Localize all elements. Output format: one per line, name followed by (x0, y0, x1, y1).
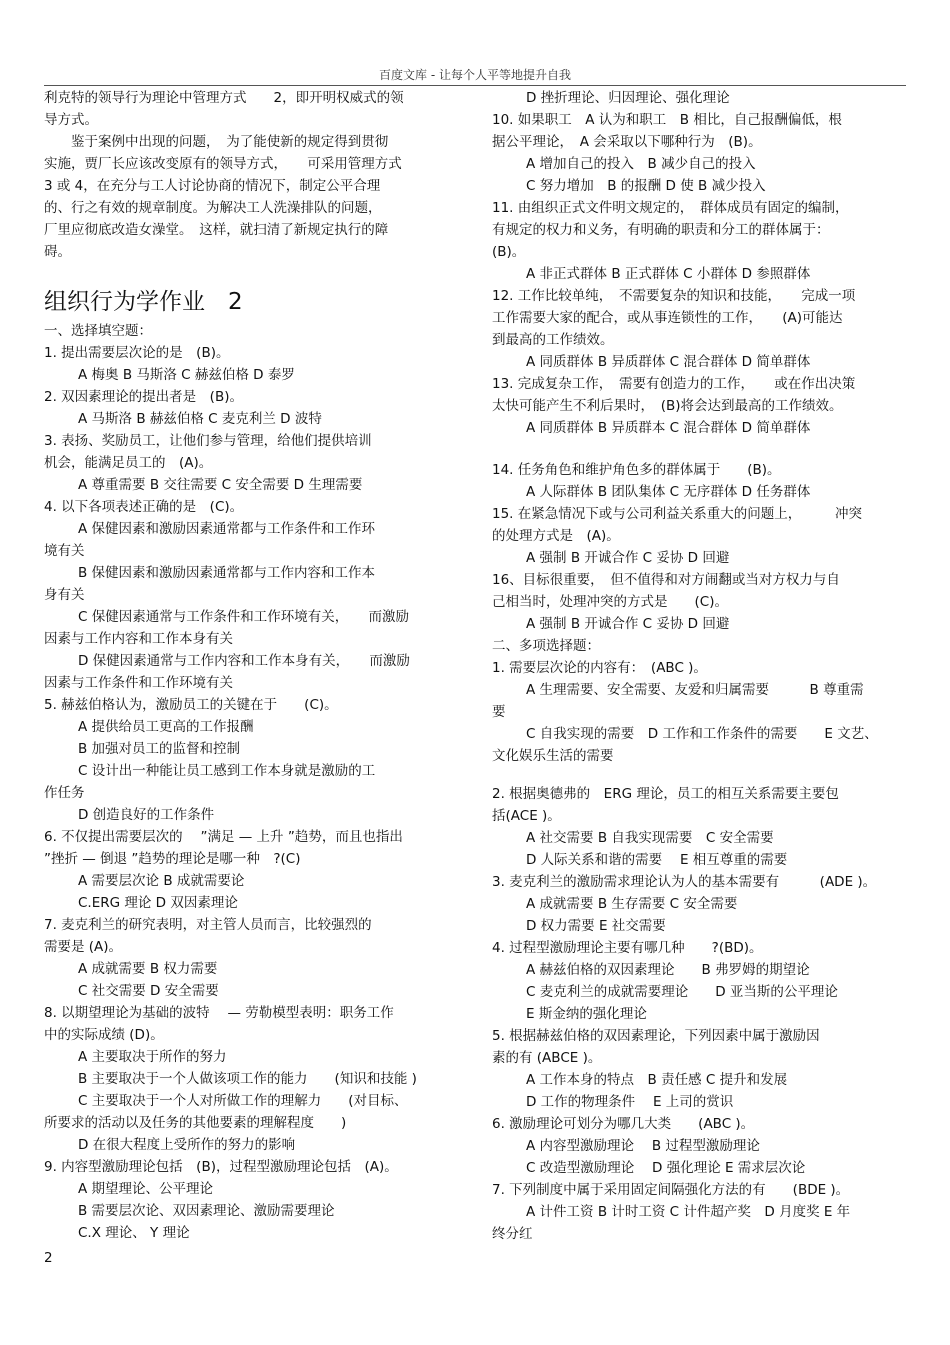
text-line: D 人际关系和谐的需要 E 相互尊重的需要 (526, 852, 788, 868)
spacer (492, 439, 908, 459)
text-line: 7. 麦克利兰的研究表明，对主管人员而言，比较强烈的 (44, 917, 372, 933)
text-line: 2. 根据奥德弗的 ERG 理论，员工的相互关系需要主要包 (492, 786, 839, 802)
text-line: 有规定的权力和义务，有明确的职责和分工的群体属于： (492, 222, 830, 238)
text-line: 1. 需要层次论的内容有： (ABC )。 (492, 660, 707, 676)
text-line: C 设计出一种能让员工感到工作本身就是激励的工 (78, 763, 376, 779)
text-line: C.X 理论、 Y 理论 (78, 1225, 190, 1241)
text-line: 鉴于案例中出现的问题， 为了能使新的规定得到贯彻 (44, 134, 389, 150)
text-line: A 梅奥 B 马斯洛 C 赫兹伯格 D 泰罗 (78, 367, 295, 383)
text-line: A 计件工资 B 计时工资 C 计件超产奖 D 月度奖 E 年 (526, 1204, 851, 1220)
text-line: 1. 提出需要层次论的是 (B)。 (44, 345, 230, 361)
text-line: C.ERG 理论 D 双因素理论 (78, 895, 238, 911)
text-line: A 同质群体 B 异质群体 C 混合群体 D 简单群体 (526, 354, 811, 370)
text-line: 的处理方式是 (A)。 (492, 528, 620, 544)
text-line: 16、目标很重要， 但不值得和对方闹翻或当对方权力与自 (492, 572, 840, 588)
left-column (44, 87, 464, 1244)
page-number: 2 (44, 1250, 53, 1266)
text-line: C 努力增加 B 的报酬 D 使 B 减少投入 (526, 178, 766, 194)
text-line: A 尊重需要 B 交往需要 C 安全需要 D 生理需要 (78, 477, 363, 493)
text-line: A 生理需要、安全需要、友爱和归属需要 B 尊重需 (526, 682, 864, 698)
text-line: ”挫折 — 倒退 ”趋势的理论是哪一种 ?(C) (44, 851, 301, 867)
text-line: 实施，贾厂长应该改变原有的领导方式， 可采用管理方式 (44, 156, 402, 172)
text-line: D 创造良好的工作条件 (78, 807, 215, 823)
text-line: C 社交需要 D 安全需要 (78, 983, 219, 999)
text-line: A 增加自己的投入 B 减少自己的投入 (526, 156, 756, 172)
text-line: (B)。 (492, 244, 526, 260)
text-line: 13. 完成复杂工作， 需要有创造力的工作， 或在作出决策 (492, 376, 856, 392)
text-line: 4. 以下各项表述正确的是 (C)。 (44, 499, 244, 515)
text-line: C 保健因素通常与工作条件和工作环境有关， 而激励 (78, 609, 409, 625)
text-line: A 强制 B 开诚合作 C 妥协 D 回避 (526, 616, 730, 632)
text-line: A 社交需要 B 自我实现需要 C 安全需要 (526, 830, 774, 846)
text-line: A 内容型激励理论 B 过程型激励理论 (526, 1138, 760, 1154)
text-line: C 麦克利兰的成就需要理论 D 亚当斯的公平理论 (526, 984, 838, 1000)
text-line: 利克特的领导行为理论中管理方式 2，即开明权威式的领 (44, 90, 404, 106)
text-line: 的、行之有效的规章制度。为解决工人洗澡排队的问题， (44, 200, 382, 216)
text-line: 11. 由组织正式文件明文规定的， 群体成员有固定的编制， (492, 200, 849, 216)
choice-questions-part2 (492, 87, 908, 439)
text-line: 4. 过程型激励理论主要有哪几种 ?(BD)。 (492, 940, 763, 956)
text-line: 碍。 (44, 244, 71, 260)
text-line: B 保健因素和激励因素通常都与工作内容和工作本 (78, 565, 376, 581)
text-line: 12. 工作比较单纯， 不需要复杂的知识和技能， 完成一项 (492, 288, 856, 304)
text-line: 一、选择填空题： (44, 323, 152, 339)
text-line: D 挫折理论、归因理论、强化理论 (526, 90, 730, 106)
text-line: 工作需要大家的配合，或从事连锁性的工作， (A)可能达 (492, 310, 843, 326)
text-line: 7. 下列制度中属于采用固定间隔强化方法的有 (BDE )。 (492, 1182, 850, 1198)
text-line: D 权力需要 E 社交需要 (526, 918, 666, 934)
text-line: A 主要取决于所作的努力 (78, 1049, 227, 1065)
text-line: 二、多项选择题： (492, 638, 600, 654)
text-line: 到最高的工作绩效。 (492, 332, 614, 348)
text-line: 机会，能满足员工的 (A)。 (44, 455, 213, 471)
text-line: 素的有 (ABCE )。 (492, 1050, 602, 1066)
spacer (492, 767, 908, 783)
text-line: 5. 赫兹伯格认为，激励员工的关键在于 (C)。 (44, 697, 338, 713)
text-line: D 保健因素通常与工作内容和工作本身有关， 而激励 (78, 653, 410, 669)
text-line: A 非正式群体 B 正式群体 C 小群体 D 参照群体 (526, 266, 811, 282)
text-line: 身有关 (44, 587, 85, 603)
text-line: 9. 内容型激励理论包括 (B)，过程型激励理论包括 (A)。 (44, 1159, 398, 1175)
text-line: 3. 表扬、奖励员工，让他们参与管理，给他们提供培训 (44, 433, 372, 449)
case-analysis-text (44, 87, 464, 263)
text-line: 3 或 4，在充分与工人讨论协商的情况下，制定公平合理 (44, 178, 381, 194)
right-column (492, 87, 908, 1245)
text-line: A 成就需要 B 权力需要 (78, 961, 218, 977)
text-line: 厂里应彻底改造女澡堂。 这样，就扫清了新规定执行的障 (44, 222, 389, 238)
text-line: 6. 不仅提出需要层次的 ”满足 — 上升 ”趋势，而且也指出 (44, 829, 403, 845)
text-line: 文化娱乐生活的需要 (492, 748, 614, 764)
text-line: 括(ACE )。 (492, 808, 561, 824)
text-line: 8. 以期望理论为基础的波特 — 劳勒模型表明：职务工作 (44, 1005, 394, 1021)
text-line: C 改造型激励理论 D 强化理论 E 需求层次论 (526, 1160, 806, 1176)
text-line: A 强制 B 开诚合作 C 妥协 D 回避 (526, 550, 730, 566)
choice-questions-part3 (492, 459, 908, 767)
text-line: A 马斯洛 B 赫兹伯格 C 麦克利兰 D 波特 (78, 411, 322, 427)
text-line: C 自我实现的需要 D 工作和工作条件的需要 E 文艺、 (526, 726, 878, 742)
text-line: 终分红 (492, 1226, 533, 1242)
text-line: 10. 如果职工 A 认为和职工 B 相比，自己报酬偏低，根 (492, 112, 842, 128)
text-line: B 加强对员工的监督和控制 (78, 741, 241, 757)
text-line: A 同质群体 B 异质群本 C 混合群体 D 简单群体 (526, 420, 811, 436)
text-line: 要 (492, 704, 506, 720)
header-rule (44, 85, 906, 86)
text-line: A 人际群体 B 团队集体 C 无序群体 D 任务群体 (526, 484, 811, 500)
text-line: 15. 在紧急情况下或与公司利益关系重大的问题上， 冲突 (492, 506, 863, 522)
text-line: 作任务 (44, 785, 85, 801)
text-line: 所要求的活动以及任务的其他要素的理解程度 ) (44, 1115, 347, 1131)
text-line: 3. 麦克利兰的激励需求理论认为人的基本需要有 (ADE )。 (492, 874, 877, 890)
choice-questions-part1 (44, 320, 464, 1244)
text-line: 中的实际成绩 (D)。 (44, 1027, 164, 1043)
text-line: 因素与工作内容和工作本身有关 (44, 631, 233, 647)
text-line: 因素与工作条件和工作环境有关 (44, 675, 233, 691)
text-line: 6. 激励理论可划分为哪几大类 (ABC )。 (492, 1116, 755, 1132)
text-line: D 工作的物理条件 E 上司的赏识 (526, 1094, 734, 1110)
text-line: 5. 根据赫兹伯格的双因素理论，下列因素中属于激励因 (492, 1028, 820, 1044)
text-line: C 主要取决于一个人对所做工作的理解力 (对目标、 (78, 1093, 408, 1109)
text-line: 导方式。 (44, 112, 98, 128)
text-line: 需要是 (A)。 (44, 939, 123, 955)
text-line: 己相当时，处理冲突的方式是 (C)。 (492, 594, 728, 610)
text-line: A 期望理论、公平理论 (78, 1181, 214, 1197)
multiple-choice-questions (492, 783, 908, 1245)
text-line: 据公平理论， A 会采取以下哪种行为 (B)。 (492, 134, 762, 150)
text-line: A 工作本身的特点 B 责任感 C 提升和发展 (526, 1072, 788, 1088)
text-line: 太快可能产生不利后果时， (B)将会达到最高的工作绩效。 (492, 398, 843, 414)
text-line: 2. 双因素理论的提出者是 (B)。 (44, 389, 243, 405)
text-line: 境有关 (44, 543, 85, 559)
text-line: A 需要层次论 B 成就需要论 (78, 873, 245, 889)
text-line: B 需要层次论、双因素理论、激励需要理论 (78, 1203, 335, 1219)
text-line: A 提供给员工更高的工作报酬 (78, 719, 254, 735)
text-line: B 主要取决于一个人做该项工作的能力 (知识和技能 ) (78, 1071, 417, 1087)
text-line: A 赫兹伯格的双因素理论 B 弗罗姆的期望论 (526, 962, 810, 978)
text-line: A 保健因素和激励因素通常都与工作条件和工作环 (78, 521, 376, 537)
text-line: A 成就需要 B 生存需要 C 安全需要 (526, 896, 738, 912)
text-line: D 在很大程度上受所作的努力的影响 (78, 1137, 296, 1153)
page-header: 百度文库 - 让每个人平等地提升自我 (379, 68, 571, 82)
section-title: 组织行为学作业 2 (44, 289, 243, 315)
text-line: E 斯金纳的强化理论 (526, 1006, 647, 1022)
text-line: 14. 任务角色和维护角色多的群体属于 (B)。 (492, 462, 781, 478)
